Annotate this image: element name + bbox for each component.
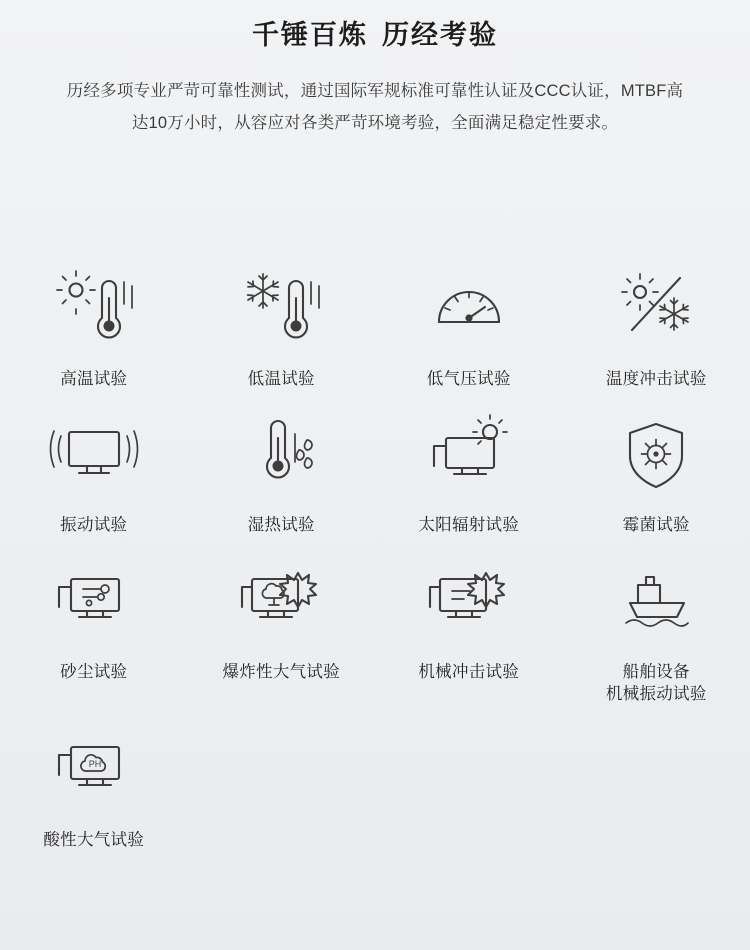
test-grid-row bbox=[0, 551, 750, 706]
test-item-mold bbox=[563, 404, 750, 536]
acid-atmosphere-icon bbox=[39, 719, 149, 827]
test-grid-row bbox=[0, 719, 750, 851]
test-item-label: 低气压试验 bbox=[426, 370, 511, 388]
solar-radiation-icon bbox=[414, 404, 524, 512]
test-item-low-pressure bbox=[375, 258, 563, 390]
humidity-heat-icon bbox=[233, 404, 329, 512]
test-item-ship-vibration bbox=[563, 551, 750, 706]
test-item-label: 砂尘试验 bbox=[60, 662, 128, 681]
ship-vibration-icon bbox=[608, 551, 704, 659]
test-grid bbox=[0, 258, 750, 851]
page-title-part2: 历经考验 bbox=[382, 20, 498, 50]
test-grid-row bbox=[0, 404, 750, 536]
test-item-label: 霉菌试验 bbox=[622, 516, 690, 535]
page-title-part1: 千锤百炼 bbox=[252, 20, 368, 50]
page-title bbox=[0, 0, 750, 53]
test-item-explosive-atmosphere bbox=[188, 551, 376, 706]
low-temperature-icon bbox=[233, 258, 329, 366]
mold-shield-icon bbox=[608, 404, 704, 512]
mechanical-shock-icon bbox=[414, 551, 524, 659]
test-item-label: 爆炸性大气试验 bbox=[222, 662, 341, 681]
test-item-high-temperature bbox=[0, 258, 188, 390]
test-item-solar-radiation bbox=[375, 404, 563, 536]
svg-text:PH: PH bbox=[88, 759, 102, 770]
test-item-label: 低温试验 bbox=[247, 370, 315, 388]
test-item-label: 振动试验 bbox=[60, 516, 128, 535]
test-item-temperature-shock bbox=[563, 258, 750, 390]
test-item-mechanical-shock bbox=[375, 551, 563, 706]
test-grid-row bbox=[0, 258, 750, 390]
test-item-vibration bbox=[0, 404, 188, 536]
test-item-label: 高温试验 bbox=[60, 370, 128, 388]
test-item-label: 酸性大气试验 bbox=[43, 831, 145, 850]
test-item-label bbox=[606, 661, 707, 706]
vibration-icon bbox=[39, 404, 149, 512]
test-item-label-line2: 机械振动试验 bbox=[605, 684, 707, 703]
test-item-acid-atmosphere bbox=[0, 719, 188, 851]
test-item-label-line1: 船舶设备 bbox=[622, 662, 690, 681]
test-item-humidity-heat bbox=[188, 404, 376, 536]
sand-dust-icon bbox=[39, 551, 149, 659]
test-item-low-temperature bbox=[188, 258, 376, 390]
explosive-atmosphere-icon bbox=[226, 551, 336, 659]
test-item-sand-dust bbox=[0, 551, 188, 706]
test-item-label: 太阳辐射试验 bbox=[418, 516, 520, 535]
test-item-label: 机械冲击试验 bbox=[418, 662, 520, 681]
temperature-shock-icon bbox=[608, 258, 704, 366]
test-item-label: 湿热试验 bbox=[247, 516, 315, 535]
page-description: 历经多项专业严苛可靠性测试，通过国际军规标准可靠性认证及CCC认证，MTBF高达10万小时，从容应对各类严苛环境考验，全面满足稳定性要求。 bbox=[66, 82, 684, 133]
low-pressure-gauge-icon bbox=[421, 258, 517, 366]
high-temperature-icon bbox=[46, 258, 142, 366]
test-item-label: 温度冲击试验 bbox=[605, 370, 707, 388]
